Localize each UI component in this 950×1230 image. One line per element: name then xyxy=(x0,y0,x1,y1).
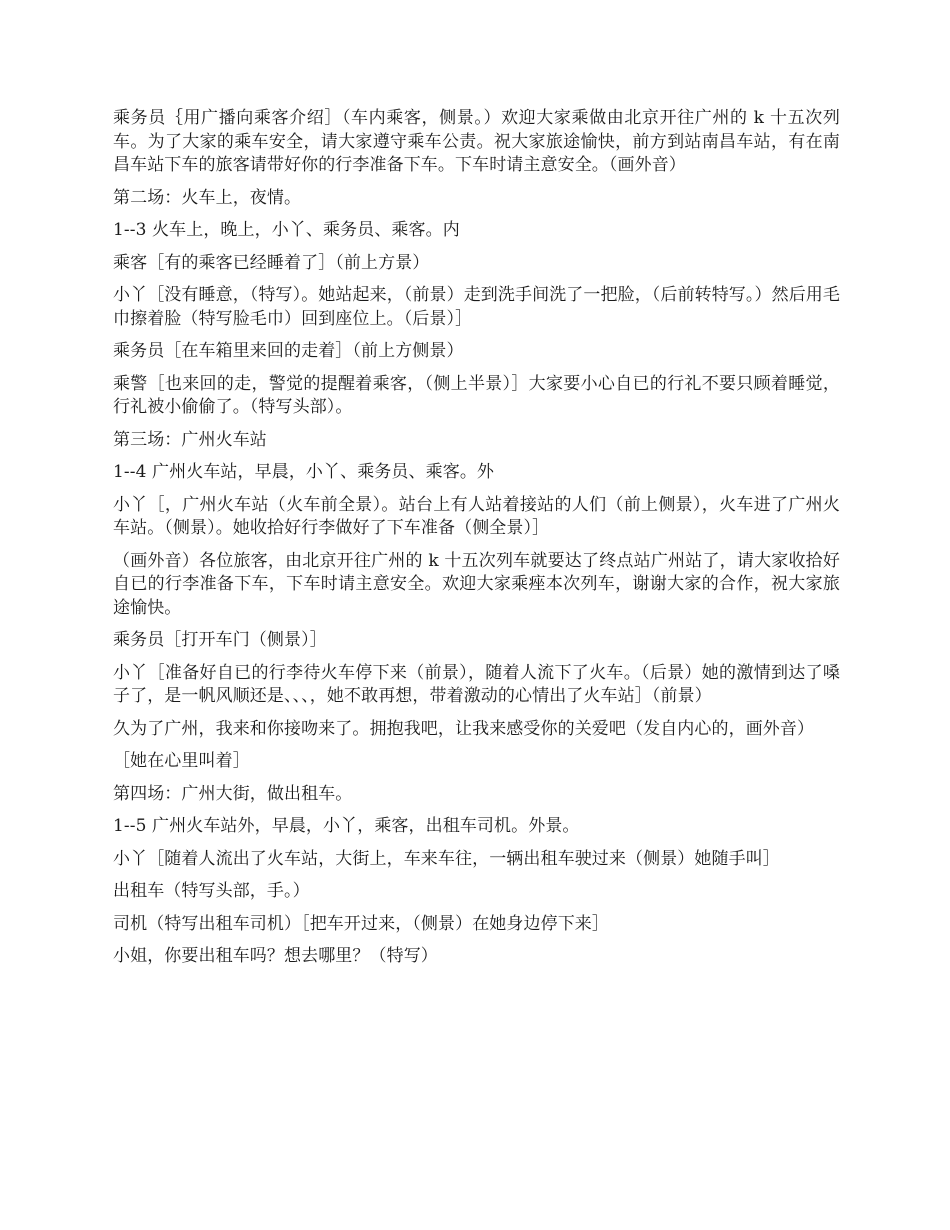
paragraph-shout: ［她在心里叫着］ xyxy=(113,751,250,771)
paragraph-driver: 司机（特写出租车司机）［把车开过来，（侧景）在她身边停下来］ xyxy=(113,913,609,934)
paragraph-driver-line: 小姐，你要出租车吗？想去哪里？（特写） xyxy=(113,946,438,966)
paragraph-inner-voice: 久为了广州，我来和你接吻来了。拥抱我吧，让我来感受你的关爱吧（发自内心的，画外音） xyxy=(113,718,815,739)
paragraph-xiaoya-wash: 小丫［没有睡意，（特写）。她站起来，（前景）走到洗手间洗了一把脸，（后前转特写。）然后用毛巾擦着脸（特写脸毛巾）回到座位上。（后景）］ xyxy=(113,285,840,329)
shot-heading-1-5: 1--5 广州火车站外，早晨，小丫，乘客，出租车司机。外景。 xyxy=(113,816,580,836)
scene-heading-2: 第二场：火车上，夜情。 xyxy=(113,187,302,208)
paragraph-xiaoya-exit: 小丫［准备好自已的行李待火车停下来（前景），随着人流下了火车。（后景）她的激情到达了嗓子了，是一帆风顺还是、、、，她不敢再想，带着激动的心情出了火车站］（前景） xyxy=(113,662,840,706)
shot-heading-1-4: 1--4 广州火车站，早晨，小丫、乘务员、乘客。外 xyxy=(113,462,495,482)
paragraph-open-door: 乘务员［打开车门（侧景）］ xyxy=(113,630,327,650)
paragraph-arrival: 小丫［，广州火车站（火车前全景）。站台上有人站着接站的人们（前上侧景），火车进了广州火车站。（侧景）。她收拾好行李做好了下车准备（侧全景）］ xyxy=(113,494,840,538)
paragraph-passengers: 乘客［有的乘客已经睡着了］（前上方景） xyxy=(113,252,430,273)
paragraph-attendant-walk: 乘务员［在车箱里来回的走着］（前上方侧景） xyxy=(113,341,464,361)
paragraph-voiceover: （画外音）各位旅客，由北京开往广州的 k 十五次列车就要达了终点站广州站了，请大家收拾好自已的行李准备下车，下车时请主意安全。欢迎大家乘痤本次列车，谢谢大家的合作，祝大家旅途愉快。 xyxy=(113,550,840,618)
shot-heading-1-3: 1--3 火车上，晚上，小丫、乘务员、乘客。内 xyxy=(113,220,460,240)
paragraph-taxi: 出租车（特写头部，手。） xyxy=(113,881,310,901)
paragraph-police: 乘警［也来回的走，警觉的提醒着乘客，（侧上半景）］大家要小心自已的行礼不要只顾着睡觉，行礼被小偷偷了。（特写头部）。 xyxy=(113,373,840,417)
paragraph-announcement: 乘务员｛用广播向乘客介绍］（车内乘客，侧景。）欢迎大家乘做由北京开往广州的 k 十五次列车。为了大家的乘车安全，请大家遵守乘车公责。祝大家旅途愉快，前方到站南昌车站，有在南昌车站下车的旅客请带好你的行李准备下车。下车时请主意安全。（画外音） xyxy=(113,108,840,175)
scene-heading-3: 第三场：广州火车站 xyxy=(113,429,267,450)
scene-heading-4: 第四场：广州大街，做出租车。 xyxy=(113,783,353,804)
paragraph-street: 小丫［随着人流出了火车站，大街上，车来车往，一辆出租车驶过来（侧景）她随手叫］ xyxy=(113,848,780,869)
